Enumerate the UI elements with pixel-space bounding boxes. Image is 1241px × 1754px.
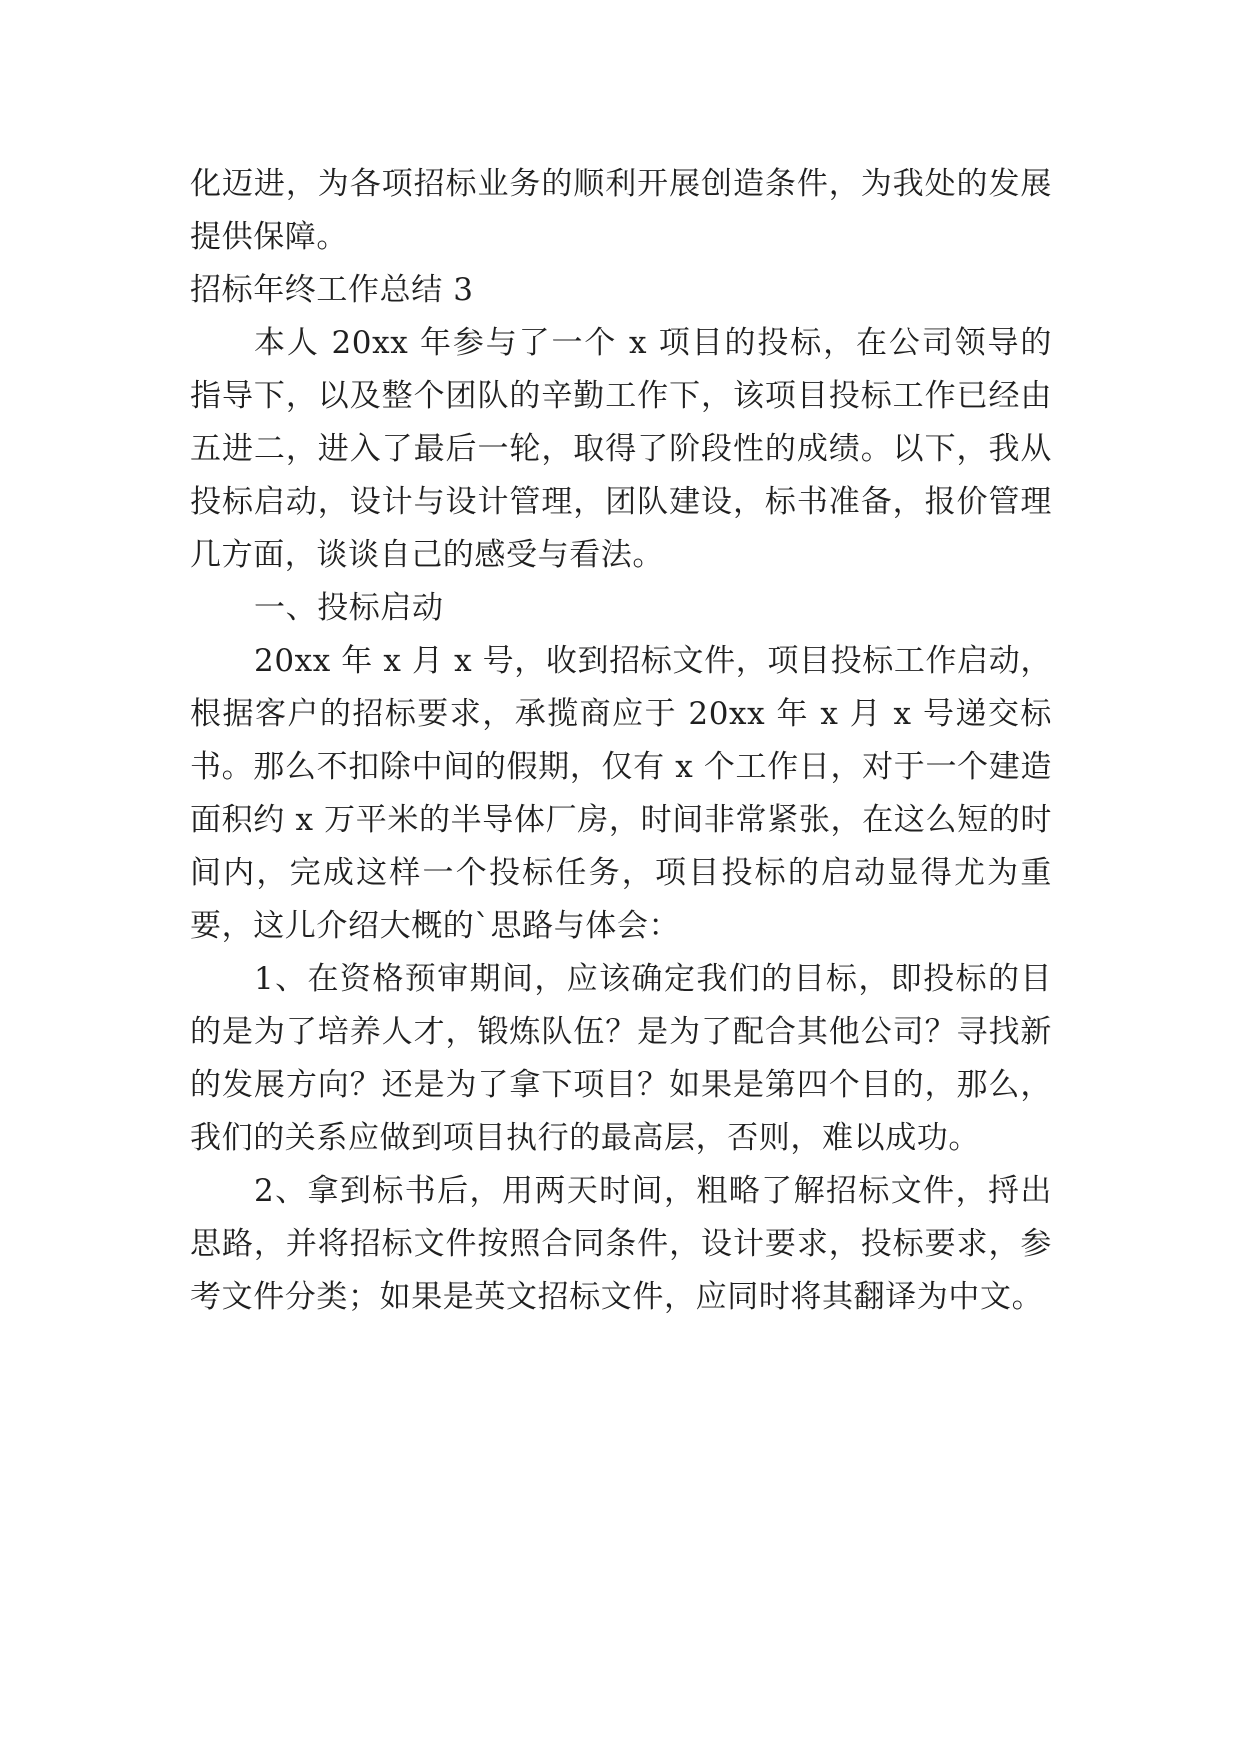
paragraph-bid-launch: 20xx 年 x 月 x 号，收到招标文件，项目投标工作启动，根据客户的招标要求，承揽商应于 20xx 年 x 月 x 号递交标书。那么不扣除中间的假期，仅有 x 个工作日，对于一个建造面积约 x 万平米的半导体厂房，时间非常紧张，在这么短的时间内，完成这样一个投标任务，项目投标的启动显得尤为重要，这儿介绍大概的`思路与体会： [190,643,1052,944]
list-item-2: 2、拿到标书后，用两天时间，粗略了解招标文件，捋出思路，并将招标文件按照合同条件，设计要求，投标要求，参考文件分类；如果是英文招标文件，应同时将其翻译为中文。 [190,1173,1052,1315]
paragraph-continuation: 化迈进，为各项招标业务的顺利开展创造条件，为我处的发展提供保障。 [190,166,1052,255]
list-item-1: 1、在资格预审期间，应该确定我们的目标，即投标的目的是为了培养人才，锻炼队伍？是为了配合其他公司？寻找新的发展方向？还是为了拿下项目？如果是第四个目的，那么，我们的关系应做到项目执行的最高层，否则，难以成功。 [190,961,1052,1156]
section-title: 招标年终工作总结 3 [190,272,474,308]
document-body [190,158,1052,1324]
subheading-bid-launch: 一、投标启动 [254,590,444,626]
paragraph-intro: 本人 20xx 年参与了一个 x 项目的投标，在公司领导的指导下，以及整个团队的辛勤工作下，该项目投标工作已经由五进二，进入了最后一轮，取得了阶段性的成绩。以下，我从投标启动，设计与设计管理，团队建设，标书准备，报价管理几方面，谈谈自己的感受与看法。 [190,325,1052,573]
